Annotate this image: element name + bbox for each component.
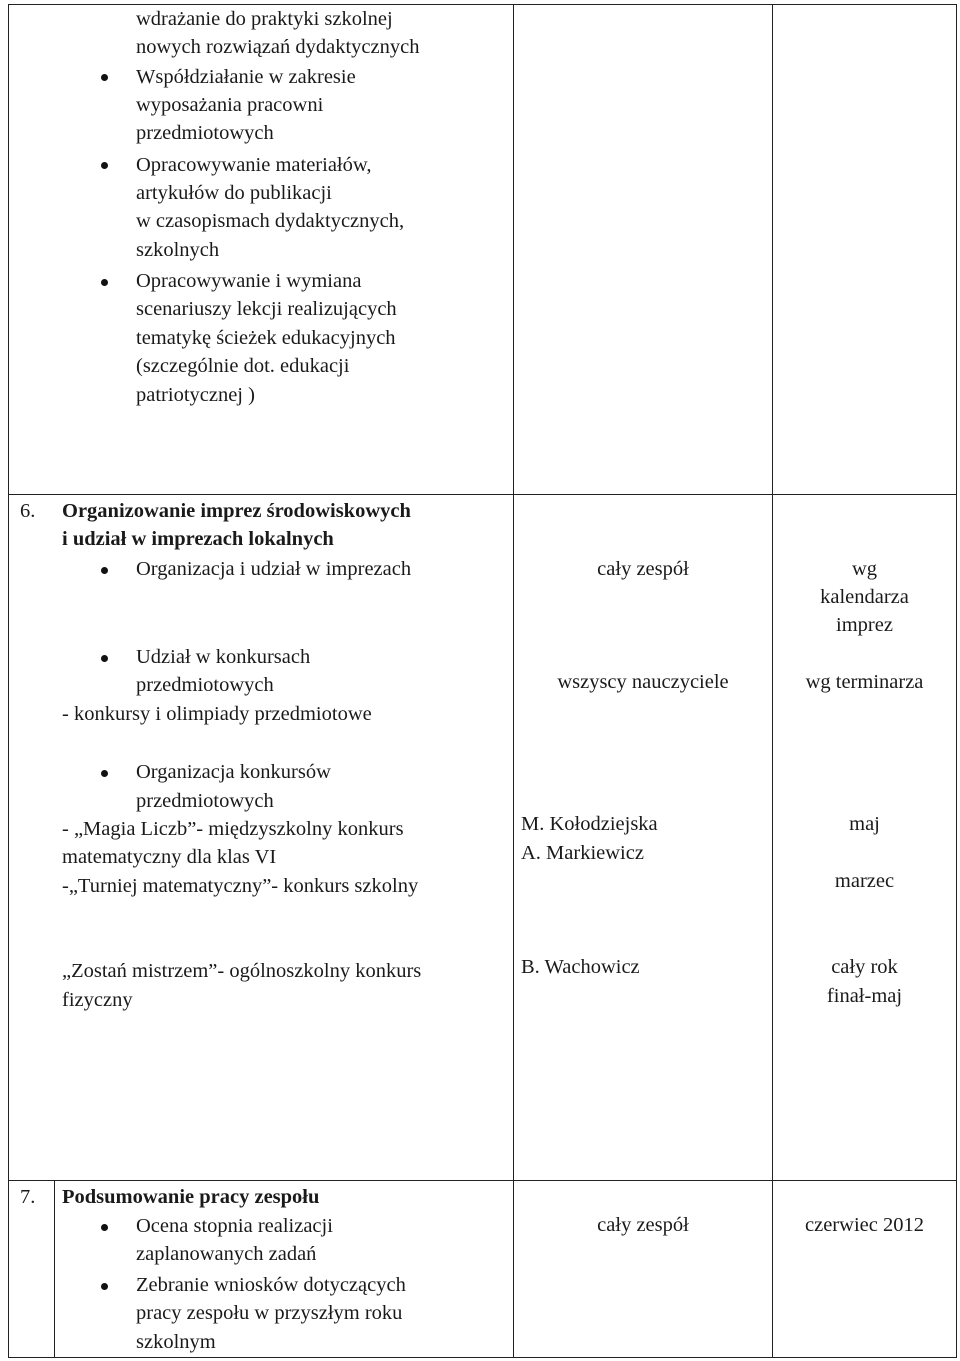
- task-item: szkolnym: [136, 1331, 216, 1353]
- deadline-cell: maj: [849, 813, 880, 835]
- deadline-cell: kalendarza: [820, 586, 909, 608]
- table-border-bottom: [8, 1357, 957, 1358]
- task-item: Ocena stopnia realizacji: [136, 1215, 333, 1237]
- bullet-icon: [101, 279, 108, 286]
- task-title: Organizowanie imprez środowiskowych: [62, 500, 411, 522]
- task-text: Opracowywanie materiałów,: [136, 154, 372, 176]
- deadline-cell: finał-maj: [826, 985, 903, 1007]
- task-item: przedmiotowych: [136, 674, 274, 696]
- task-text: nowych rozwiązań dydaktycznych: [136, 36, 420, 58]
- task-text: wdrażanie do praktyki szkolnej: [136, 8, 393, 30]
- task-item: matematyczny dla klas VI: [62, 846, 277, 868]
- deadline-cell: cały rok: [831, 956, 898, 978]
- task-item: Zebranie wniosków dotyczących: [136, 1274, 406, 1296]
- column-divider: [54, 1180, 55, 1358]
- task-text: tematykę ścieżek edukacyjnych: [136, 327, 396, 349]
- task-title: i udział w imprezach lokalnych: [62, 528, 334, 550]
- table-border-left: [8, 4, 9, 1358]
- responsible-cell: cały zespół: [597, 558, 689, 580]
- responsible-cell: M. Kołodziejska: [521, 813, 658, 835]
- bullet-icon: [101, 74, 108, 81]
- row-number: 7.: [20, 1186, 36, 1208]
- task-item: „Zostań mistrzem”- ogólnoszkolny konkurs: [62, 960, 422, 982]
- row-divider: [8, 1180, 957, 1181]
- task-text: patriotycznej ): [136, 384, 255, 406]
- task-item: pracy zespołu w przyszłym roku: [136, 1302, 403, 1324]
- bullet-icon: [101, 770, 108, 777]
- bullet-icon: [101, 567, 108, 574]
- task-text: (szczególnie dot. edukacji: [136, 355, 350, 377]
- task-item: Udział w konkursach: [136, 646, 311, 668]
- task-text: artykułów do publikacji: [136, 182, 332, 204]
- responsible-cell: cały zespół: [597, 1214, 689, 1236]
- table-border-right: [956, 4, 957, 1358]
- bullet-icon: [101, 655, 108, 662]
- responsible-cell: wszyscy nauczyciele: [557, 671, 729, 693]
- row-divider: [8, 494, 957, 495]
- task-item: zaplanowanych zadań: [136, 1243, 317, 1265]
- task-title: Podsumowanie pracy zespołu: [62, 1186, 320, 1208]
- task-item: - konkursy i olimpiady przedmiotowe: [62, 703, 372, 725]
- responsible-cell: A. Markiewicz: [521, 842, 644, 864]
- deadline-cell: wg terminarza: [805, 671, 924, 693]
- task-text: wyposażania pracowni: [136, 94, 324, 116]
- task-text: w czasopismach dydaktycznych,: [136, 210, 405, 232]
- bullet-icon: [101, 1283, 108, 1290]
- deadline-cell: wg: [851, 558, 878, 580]
- task-item: fizyczny: [62, 989, 133, 1011]
- responsible-cell: B. Wachowicz: [521, 956, 640, 978]
- bullet-icon: [101, 1224, 108, 1231]
- bullet-icon: [101, 162, 108, 169]
- task-text: Współdziałanie w zakresie: [136, 66, 356, 88]
- row-number: 6.: [20, 500, 36, 522]
- task-item: -„Turniej matematyczny”- konkurs szkolny: [62, 875, 419, 897]
- deadline-cell: marzec: [834, 870, 895, 892]
- deadline-cell: czerwiec 2012: [805, 1214, 924, 1236]
- deadline-cell: imprez: [836, 614, 893, 636]
- task-text: przedmiotowych: [136, 122, 274, 144]
- task-item: Organizacja konkursów: [136, 761, 331, 783]
- task-text: scenariuszy lekcji realizujących: [136, 298, 397, 320]
- task-item: przedmiotowych: [136, 790, 274, 812]
- task-item: - „Magia Liczb”- międzyszkolny konkurs: [62, 818, 404, 840]
- task-item: Organizacja i udział w imprezach: [136, 558, 412, 580]
- task-text: szkolnych: [136, 239, 220, 261]
- task-text: Opracowywanie i wymiana: [136, 270, 362, 292]
